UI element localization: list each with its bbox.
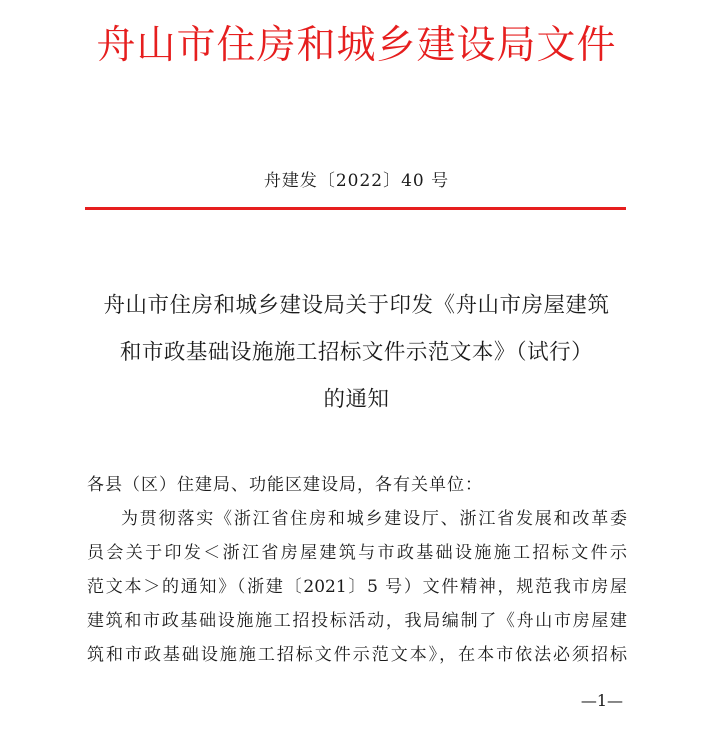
issuing-authority-title: 舟山市住房和城乡建设局文件 bbox=[96, 23, 617, 68]
body-line: 筑和市政基础设施施工招标文件示范文本》，在本市依法必须招标 bbox=[87, 645, 627, 665]
red-header-divider bbox=[85, 207, 626, 210]
document-number: 舟建发〔2022〕40 号 bbox=[263, 171, 450, 191]
notice-title-line: 舟山市住房和城乡建设局关于印发《舟山市房屋建筑 bbox=[103, 293, 610, 318]
body-line: 员会关于印发＜浙江省房屋建筑与市政基础设施施工招标文件示 bbox=[87, 543, 627, 563]
body-line: 建筑和市政基础设施施工招投标活动，我局编制了《舟山市房屋建 bbox=[87, 611, 627, 631]
page-number: —1— bbox=[580, 691, 623, 710]
notice-title-line: 的通知 bbox=[323, 387, 390, 412]
body-paragraph bbox=[87, 502, 627, 672]
addressee-line: 各县（区）住建局、功能区建设局，各有关单位： bbox=[87, 475, 483, 495]
notice-title bbox=[80, 282, 633, 423]
body-line: 范文本＞的通知》（浙建〔2021〕5 号）文件精神，规范我市房屋 bbox=[87, 577, 627, 597]
body-line: 为贯彻落实《浙江省住房和城乡建设厅、浙江省发展和改革委 bbox=[121, 509, 627, 529]
notice-title-line: 和市政基础设施施工招标文件示范文本》（试行） bbox=[119, 340, 594, 365]
